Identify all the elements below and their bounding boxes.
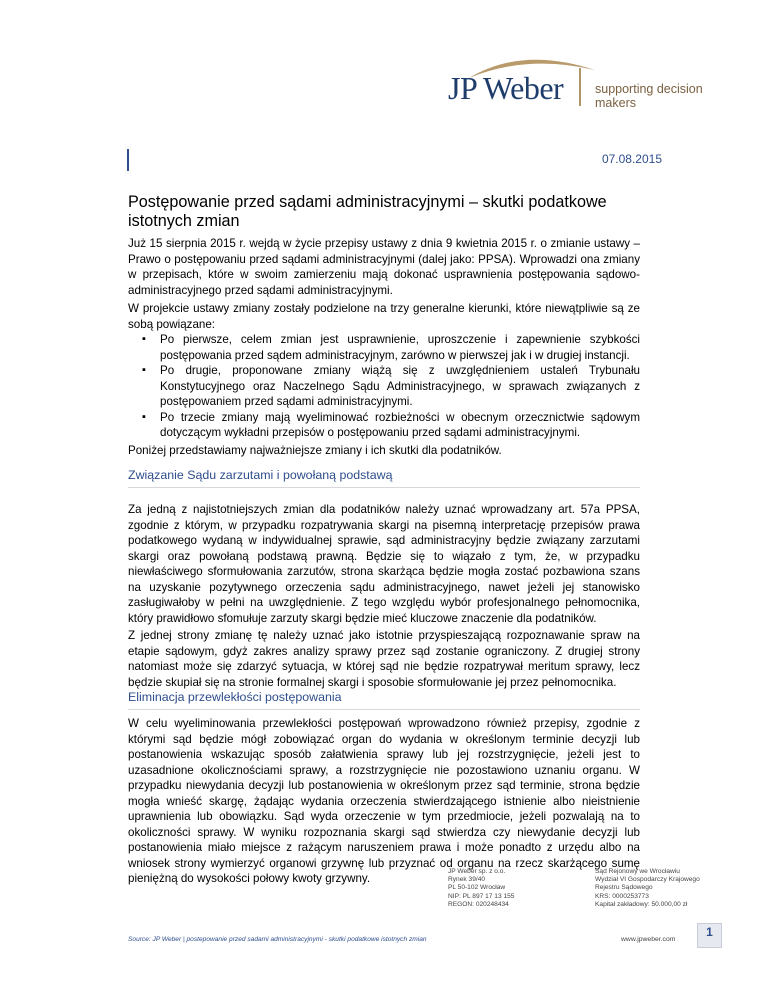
footer-line: KRS: 0000253773	[595, 892, 649, 900]
section-divider	[128, 709, 640, 710]
intro-paragraph: Już 15 sierpnia 2015 r. wejdą w życie przepisy ustawy z dnia 9 kwietnia 2015 r. o zmianie ustawy – Prawo o postępowaniu przed sądami administracyjnymi (dalej jako: PPSA). Wprowadzi ona zmiany w przepisach, które w swoim zamierzeniu mają dokonać usprawnienia postępowania sądowo-administracyjnego przed sądami administracyjnymi.	[128, 237, 640, 297]
list-item: ▪ Po pierwsze, celem zmian jest usprawnienie, uproszczenie i zapewnienie szybkości postępowania przed sądem administracyjnym, zarówno w pierwszej jak i w drugiej instancji.	[128, 332, 640, 363]
document-title: Postępowanie przed sądami administracyjnymi – skutki podatkowe istotnych zmian	[128, 193, 607, 230]
logo-tagline: supporting decision makers	[595, 82, 703, 110]
list-item: ▪ Po trzecie zmiany mają wyeliminować rozbieżności w obecnym orzecznictwie sądowym dotyczącym wykładni przepisów o postępowaniu przed sądami administracyjnymi.	[128, 410, 640, 441]
list-item: ▪ Po drugie, proponowane zmiany wiążą się z uwzględnieniem ustaleń Trybunału Konstytucyjnego oraz Naczelnego Sądu Administracyjnego, w sprawach związanych z postępowaniem przed sądami administracyjnymi.	[128, 363, 640, 410]
section-divider	[128, 487, 640, 488]
logo-name: JP Weber	[448, 70, 564, 106]
footer-line: JP Weber sp. z o.o.	[448, 868, 506, 875]
section-heading: Eliminacja przewlekłości postępowania	[128, 690, 342, 704]
website-link[interactable]: www.jpweber.com	[621, 936, 676, 943]
footer-line: Rynek 39/40	[448, 876, 486, 884]
footer-line: Sąd Rejonowy we Wrocławiu	[595, 868, 680, 875]
footer-source: Source: JP Weber | postepowanie przed sadami administracyjnymi - skutki podatkowe istotnych zmian	[128, 936, 427, 943]
directions-lead: W projekcie ustawy zmiany zostały podzielone na trzy generalne kierunki, które niewątpliwie są ze sobą powiązane:	[128, 302, 640, 331]
section1-paragraph-2: Z jednej strony zmianę tę należy uznać jako istotnie przyspieszającą rozpoznawanie spraw na etapie sądowym, gdyż zakres analizy sprawy przez sąd zostanie ograniczony. Z drugiej strony natomiast może się zdarzyć sytuacja, w której sąd nie będzie rozpatrywał meritum sprawy, lecz będzie skupiał się na stronie formalnej skargi i sposobie sformułowanie jej przez pełnomocnika.	[128, 629, 640, 689]
margin-marker	[127, 149, 129, 171]
footer-line: REGON: 020248434	[448, 900, 509, 908]
directions-block	[128, 301, 640, 441]
directions-list	[128, 332, 640, 441]
footer-court-info	[595, 868, 700, 909]
section-heading: Związanie Sądu zarzutami i powołaną podstawą	[128, 468, 393, 482]
footer-line: Wydział VI Gospodarczy Krajowego	[595, 876, 700, 884]
section2-paragraph-1: W celu wyeliminowania przewlekłości postępowań wprowadzono również przepisy, zgodnie z którymi sąd będzie mógł zobowiązać organ do wydania w określonym terminie decyzji lub postanowienia wskazując sposób załatwienia sprawy lub jej rozstrzygnięcie, jeżeli jest to uzasadnione okolicznościami sprawy, a rozstrzygnięcie nie pozostawiono uznaniu organu. W przypadku niewydania decyzji lub postanowienia w określonym przez sąd terminie, strona będzie mogła wnieść skargę, żądając wydania orzeczenia stwierdzającego istnienie albo nieistnienie uprawnienia lub obowiązku. Sąd wyda orzeczenie w tym przedmiocie, jeżeli pozwalają na to okoliczności sprawy. W wyniku rozpoznania skargi sąd stwierdza czy niewydanie decyzji lub postanowienia miało miejsce z rażącym naruszeniem prawa i może ponadto z urzędu albo na wniosek strony wymierzyć organowi grzywnę lub przyznać od organu na rzecz skarżącego sumę pieniężną do wysokości połowy kwoty grzywny.	[128, 717, 640, 885]
company-logo	[445, 52, 745, 112]
page-number: 1	[706, 925, 713, 939]
footer-line: Kapitał zakładowy: 50.000,00 zł	[595, 900, 688, 908]
section1-paragraph-1: Za jedną z najistotniejszych zmian dla podatników należy uznać wprowadzany art. 57a PPSA, zgodnie z którym, w przypadku rozpatrywania skargi na pisemną interpretację przepisów prawa podatkowego wydaną w indywidualnej sprawie, sąd administracyjny będzie związany zarzutami skargi oraz powołaną podstawą prawną. Będzie się to wiązało z tym, że, w przypadku niewłaściwego sformułowania zarzutów, strona skarżąca będzie mogła zostać pozbawiona szans na uzyskanie pozytywnego orzeczenia sądu administracyjnego, nawet jeżeli jej stanowisko zasługiwałoby w pełni na uwzględnienie. Z tego względu wybór profesjonalnego pełnomocnika, który prawidłowo sfomułuje zarzuty skargi będzie mieć kluczowe znaczenie dla podatników.	[128, 503, 640, 625]
footer-company-info	[448, 868, 514, 909]
document-date: 07.08.2015	[601, 152, 662, 166]
summary-paragraph: Poniżej przedstawiamy najważniejsze zmiany i ich skutki dla podatników.	[128, 444, 502, 457]
footer-line: PL 50-102 Wrocław	[448, 884, 506, 892]
logo-divider	[579, 68, 581, 106]
footer-line: Rejestru Sądowego	[595, 884, 653, 892]
footer-line: NIP: PL 897 17 13 155	[448, 892, 515, 900]
